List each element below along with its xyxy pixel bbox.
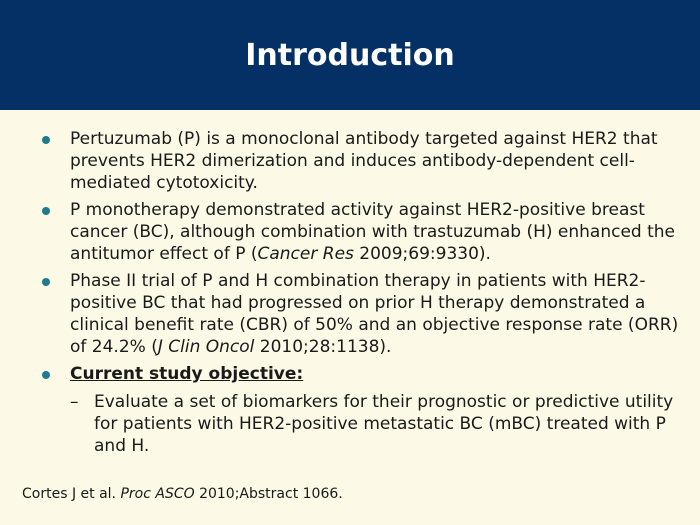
bullet-dot-icon xyxy=(42,371,50,379)
bullet-text: Pertuzumab (P) is a monoclonal antibody targeted against HER2 that prevents HER2 dimerization and induces antibody-dependent cell-mediated cytotoxicity. xyxy=(70,129,658,193)
citation-details: 2010;Abstract 1066. xyxy=(194,486,343,502)
bullet-dot-icon xyxy=(42,207,50,215)
citation-detail: 2010;28:1138). xyxy=(254,337,392,357)
bullet-4 xyxy=(40,363,680,457)
citation-journal: Proc ASCO xyxy=(120,486,195,502)
footer-citation xyxy=(22,484,343,504)
sub-bullet xyxy=(70,391,680,457)
bullet-dot-icon xyxy=(42,136,50,144)
citation-detail: 2009;69:9330). xyxy=(353,244,491,264)
citation-authors: Cortes J et al. xyxy=(22,486,121,502)
bullet-text: Phase II trial of P and H combination therapy in patients with HER2-positive BC that had progressed on prior H therapy demonstrated a clinical benefit rate (CBR) of 50% and an objective response rate (ORR) of 24.2% ( xyxy=(70,271,679,357)
dash-marker: – xyxy=(70,392,79,412)
bullet-list xyxy=(40,128,680,462)
objective-heading: Current study objective: xyxy=(70,364,304,384)
bullet-dot-icon xyxy=(42,278,50,286)
sub-bullet-text: Evaluate a set of biomarkers for their prognostic or predictive utility for patients with HER2-positive metastatic BC (mBC) treated with P and H. xyxy=(94,392,674,456)
bullet-3 xyxy=(40,270,680,358)
journal-name: J Clin Oncol xyxy=(157,337,255,357)
journal-name: Cancer Res xyxy=(257,244,354,264)
slide-title: Introduction xyxy=(245,38,455,73)
bullet-1 xyxy=(40,128,680,194)
sub-bullet-list xyxy=(70,391,680,457)
bullet-text: P monotherapy demonstrated activity against HER2-positive breast cancer (BC), although combination with trastuzumab (H) enhanced the antitumor effect of P ( xyxy=(70,200,676,264)
bullet-2 xyxy=(40,199,680,265)
